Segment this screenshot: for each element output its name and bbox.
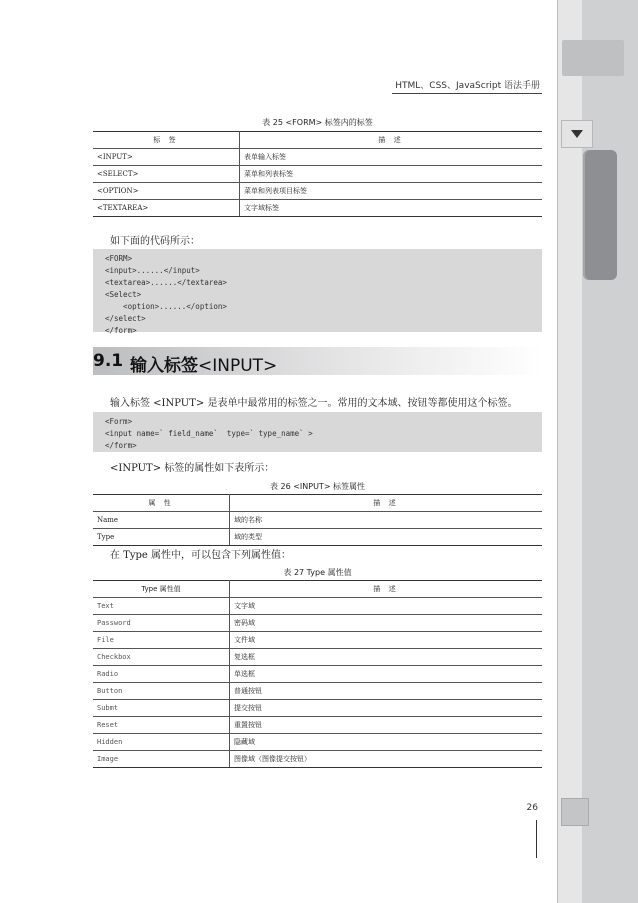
down-triangle-icon [571,130,583,138]
side-tab-top [562,40,624,76]
table27-cell: Hidden [93,734,230,751]
table26-cell: Type [93,529,230,546]
table27-cell: Button [93,683,230,700]
table27-cell: 密码域 [230,615,543,632]
code-line: </form> [105,326,137,335]
code-line: </form> [105,441,137,450]
table27-cell: Radio [93,666,230,683]
table25-cell: 菜单和列表标签 [240,166,543,183]
code-block-input [93,412,542,452]
table25-caption: 表 25 <FORM> 标签内的标签 [262,118,373,127]
code-line: </select> [105,314,146,323]
table26-cell: Name [93,512,230,529]
table25-cell: <SELECT> [93,166,240,183]
table-row [93,751,542,768]
section-title [130,351,277,376]
table27-cell: Image [93,751,230,768]
table27-cell: 提交按钮 [230,700,543,717]
table27-cell: Reset [93,717,230,734]
table-row [93,149,542,166]
table27-cell: 普通按钮 [230,683,543,700]
code-line: <option>......</option> [105,302,227,311]
table26 [93,494,542,546]
paragraph-input-attrs: <INPUT> 标签的属性如下表所示： [110,463,275,474]
table-row [93,683,542,700]
side-page-box [561,798,589,826]
paragraph-input-intro: 输入标签 <INPUT> 是表单中最常用的标签之一。常用的文本域、按钮等都使用这个标签。 [110,398,518,409]
header-rule [392,93,542,94]
table-row [93,183,542,200]
section-number: 9.1 [93,351,124,371]
code-line: <Form> [105,417,133,426]
table25-cell: <TEXTAREA> [93,200,240,217]
code-line: <input>......</input> [105,266,200,275]
code-block-form [93,249,542,335]
page-number: 26 [526,803,538,813]
table-row [93,649,542,666]
paragraph-type-values: 在 Type 属性中，可以包含下列属性值： [110,550,291,561]
code-line: <Select> [105,290,142,299]
table26-header-desc: 描 述 [230,495,543,512]
table-row [93,734,542,751]
section-title-en: <INPUT> [198,356,278,376]
table25-header-desc: 描 述 [240,132,543,149]
table26-cell: 域的名称 [230,512,543,529]
table-row [93,512,542,529]
table-row [93,200,542,217]
table27-cell: 复选框 [230,649,543,666]
table-row [93,598,542,615]
paragraph-code-intro: 如下面的代码所示： [110,236,200,247]
table27-cell: File [93,632,230,649]
table27-cell: Submt [93,700,230,717]
table27-cell: 文字域 [230,598,543,615]
running-header: HTML、CSS、JavaScript 语法手册 [395,81,540,91]
table27-cell: Checkbox [93,649,230,666]
side-chapter-tab [583,150,617,280]
table25-cell: 表单输入标签 [240,149,543,166]
section-title-cn: 输入标签 [130,356,198,376]
table26-caption: 表 26 <INPUT> 标签属性 [269,482,366,491]
table-row [93,666,542,683]
table25-cell: 文字域标签 [240,200,543,217]
page-number-rule [536,820,537,858]
table27-cell: 文件域 [230,632,543,649]
table-row [93,166,542,183]
code-line: <FORM> [105,254,133,263]
table27-cell: Text [93,598,230,615]
table-row [93,717,542,734]
table25-cell: <OPTION> [93,183,240,200]
code-line: <input name=` field_name` type=` type_name` > [105,429,313,438]
table27-cell: 隐藏域 [230,734,543,751]
table27-cell: 重置按钮 [230,717,543,734]
table-row [93,632,542,649]
table27-header-type: Type 属性值 [93,581,230,598]
table25-cell: <INPUT> [93,149,240,166]
table27-cell: 图像域（图像提交按钮） [230,751,543,768]
table25 [93,131,542,217]
table26-cell: 域的类型 [230,529,543,546]
table27-cell: Password [93,615,230,632]
table-row [93,615,542,632]
table27-header-desc: 描 述 [230,581,543,598]
table27-cell: 单选框 [230,666,543,683]
side-arrow-button[interactable] [561,120,593,148]
table27-caption: 表 27 Type 属性值 [283,568,352,577]
table25-header-tag: 标 签 [93,132,240,149]
table-row [93,700,542,717]
table25-cell: 菜单和列表项目标签 [240,183,543,200]
table-row [93,529,542,546]
table27 [93,580,542,768]
code-line: <textarea>......</textarea> [105,278,227,287]
table26-header-attr: 属 性 [93,495,230,512]
